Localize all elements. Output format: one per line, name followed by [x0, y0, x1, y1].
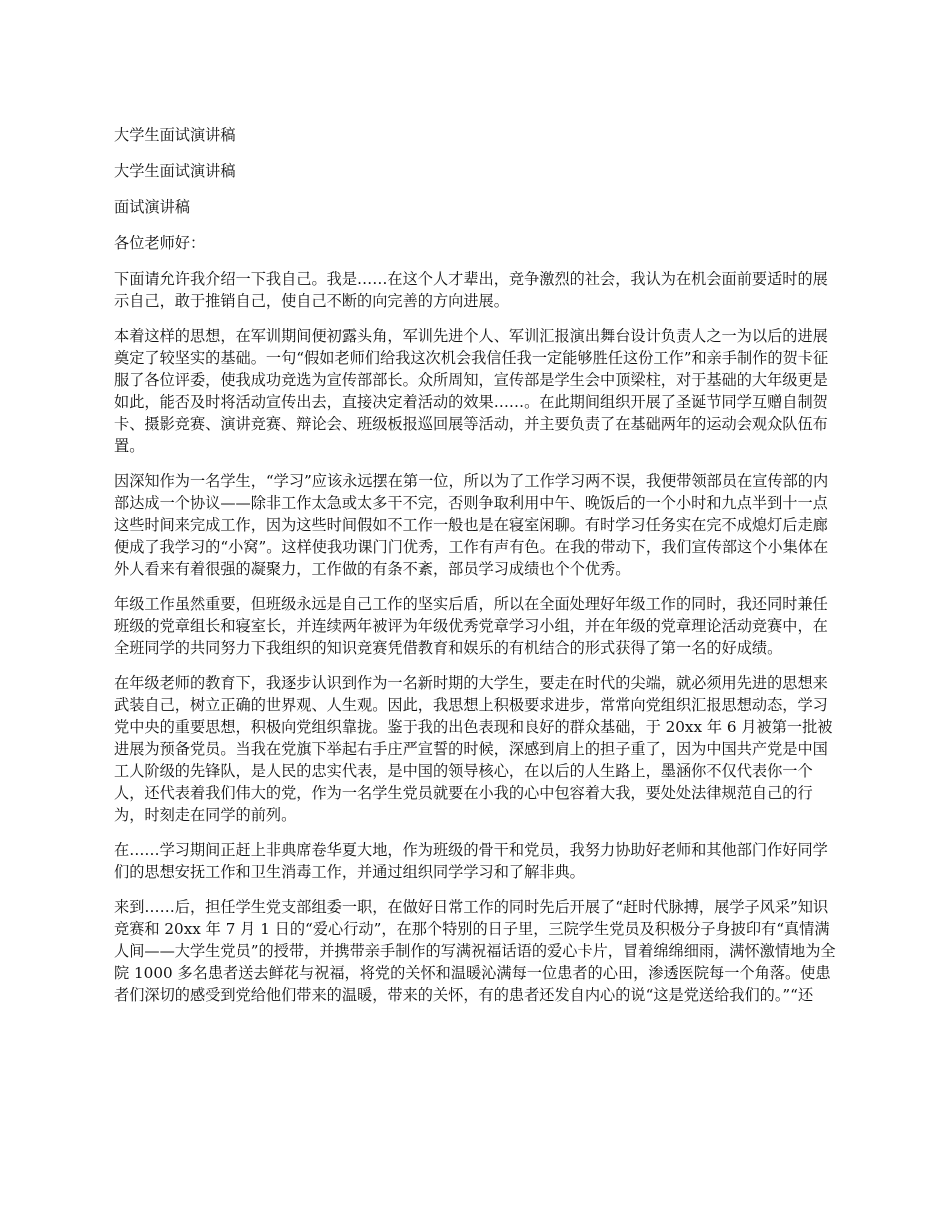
document-body — [114, 124, 838, 1019]
document-subtitle: 大学生面试演讲稿 — [114, 162, 236, 180]
paragraph-intro: 下面请允许我介绍一下我自己。我是……在这个人才辈出，竞争激烈的社会，我认为在机会面前要适时的展示自己，敢于推销自己，使自己不断的向完善的方向进展。 — [114, 270, 828, 310]
paragraph-study: 因深知作为一名学生，“学习”应该永远摆在第一位，所以为了工作学习两不误，我便带领部员在宣传部的内部达成一个协议——除非工作太急或太多干不完，否则争取利用中午、晚饭后的一个小时和九点半到十一点这些时间来完成工作，因为这些时间假如不工作一般也是在寝室闲聊。有时学习任务实在完不成熄灯后走廊便成了我学习的“小窝”。这样使我功课门门优秀，工作有声有色。在我的带动下，我们宣传部这个小集体在外人看来有着很强的凝聚力，工作做的有条不紊，部员学习成绩也个个优秀。 — [114, 472, 829, 578]
paragraph-party-branch: 来到……后，担任学生党支部组委一职，在做好日常工作的同时先后开展了“赶时代脉搏，展学子风采”知识竞赛和 20xx 年 7 月 1 日的“爱心行动”，在那个特别的日子里，三院学生党员及积极分子身披印有“真情满人间——大学生党员”的授带，并携带亲手制作的写满祝福话语的爱心卡片，冒着绵绵细雨，满怀激情地为全院 1000 多名患者送去鲜花与祝福，将党的关怀和温暖沁满每一位患者的心田，渗透医院每一个角落。使患者们深切的感受到党给他们带来的温暖，带来的关怀，有的患者还发自内心的说“这是党送给我们的。”“还 — [114, 898, 836, 1004]
salutation: 各位老师好： — [114, 234, 206, 252]
paragraph-party-membership: 在年级老师的教育下，我逐步认识到作为一名新时期的大学生，要走在时代的尖端，就必须用先进的思想来武装自己，树立正确的世界观、人生观。因此，我思想上积极要求进步，常常向党组织汇报思想动态，学习党中央的重要思想，积极向党组织靠拢。鉴于我的出色表现和良好的群众基础，于 20xx 年 6 月被第一批被进展为预备党员。当我在党旗下举起右手庄严宣誓的时候，深感到肩上的担子重了，因为中国共产党是中国工人阶级的先锋队，是人民的忠实代表，是中国的领导核心，在以后的人生路上，墨涵你不仅代表你一个人，还代表着我们伟大的党，作为一名学生党员就要在小我的心中包容着大我，要处处法律规范自己的行为，时刻走在同学的前列。 — [114, 674, 833, 824]
paragraph-sars: 在……学习期间正赶上非典席卷华夏大地，作为班级的骨干和党员，我努力协助好老师和其他部门作好同学们的思想安抚工作和卫生消毒工作，并通过组织同学学习和了解非典。 — [114, 841, 828, 881]
speech-heading: 面试演讲稿 — [114, 198, 190, 216]
document-title: 大学生面试演讲稿 — [114, 126, 236, 144]
paragraph-class-work: 年级工作虽然重要，但班级永远是自己工作的坚实后盾，所以在全面处理好年级工作的同时，我还同时兼任班级的党章组长和寝室长，并连续两年被评为年级优秀党章学习小组，并在年级的党章理论活动竞赛中，在全班同学的共同努力下我组织的知识竞赛凭借教育和娱乐的有机结合的形式获得了第一名的好成绩。 — [114, 595, 828, 657]
paragraph-military-training: 本着这样的思想，在军训期间便初露头角，军训先进个人、军训汇报演出舞台设计负责人之一为以后的进展奠定了较坚实的基础。一句“假如老师们给我这次机会我信任我一定能够胜任这份工作”和亲手制作的贺卡征服了各位评委，使我成功竞选为宣传部部长。众所周知，宣传部是学生会中顶梁柱，对于基础的大年级更是如此，能否及时将活动宣传出去，直接决定着活动的效果……。在此期间组织开展了圣诞节同学互赠自制贺卡、摄影竞赛、演讲竞赛、辩论会、班级板报巡回展等活动，并主要负责了在基础两年的运动会观众队伍布置。 — [114, 327, 829, 455]
